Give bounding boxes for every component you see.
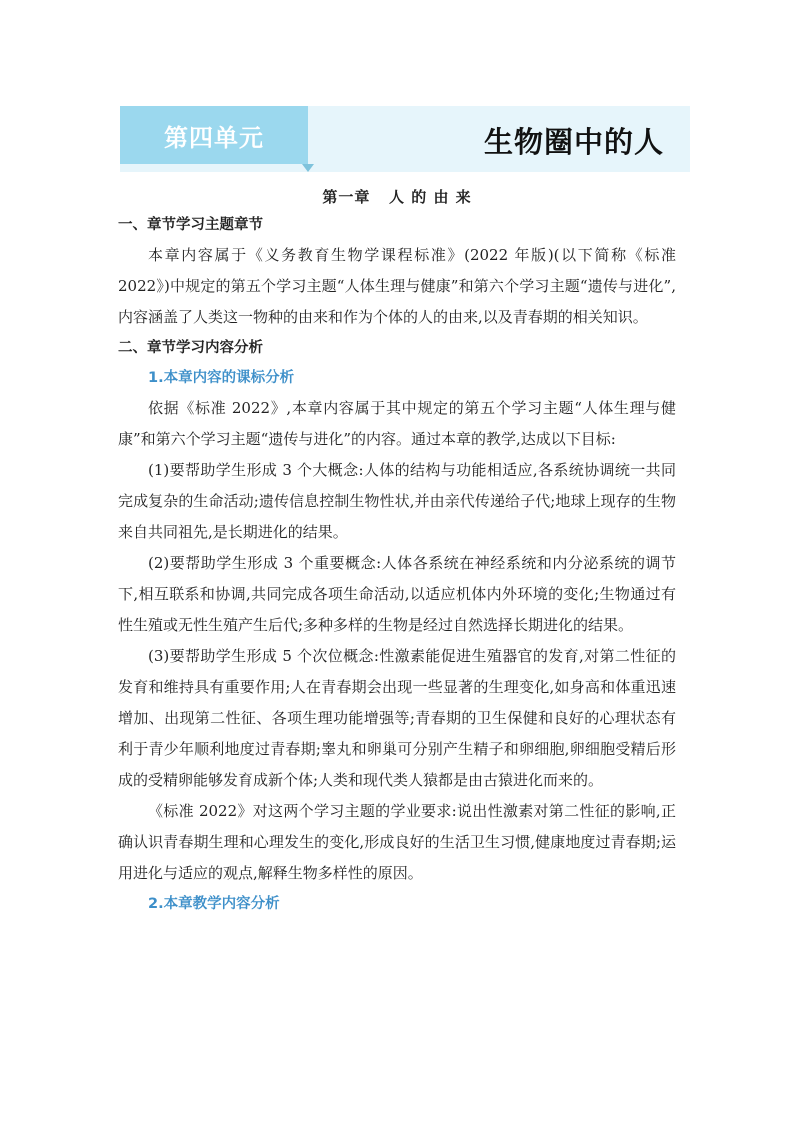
paragraph-goal-2: (2)要帮助学生形成 3 个重要概念:人体各系统在神经系统和内分泌系统的调节下,相互联系和协调,共同完成各项生命活动,以适应机体内外环境的变化;生物通过有性生殖或无性生殖产生后代;多种多样的生物是经过自然选择长期进化的结果。 bbox=[118, 554, 676, 634]
unit-title: 生物圈中的人 bbox=[483, 125, 664, 159]
paragraph-intro: 依据《标准 2022》,本章内容属于其中规定的第五个学习主题“人体生理与健康”和第六个学习主题“遗传与进化”的内容。通过本章的教学,达成以下目标: bbox=[118, 399, 676, 448]
chapter-title: 第一章 人 的 由 来 bbox=[322, 188, 472, 206]
unit-label-box bbox=[120, 106, 308, 164]
subsection2-heading: 2.本章教学内容分析 bbox=[148, 896, 280, 912]
section1-heading: 一、章节学习主题章节 bbox=[118, 217, 263, 233]
section2-heading: 二、章节学习内容分析 bbox=[118, 340, 263, 356]
section1-paragraph: 本章内容属于《义务教育生物学课程标准》(2022 年版)(以下简称《标准2022》)中规定的第五个学习主题“人体生理与健康”和第六个学习主题“遗传与进化”,内容涵盖了人类这一物种的由来和作为个体的人的由来,以及青春期的相关知识。 bbox=[118, 246, 676, 326]
document-body bbox=[118, 210, 676, 919]
unit-banner bbox=[120, 106, 690, 172]
paragraph-goal-3: (3)要帮助学生形成 5 个次位概念:性激素能促进生殖器官的发育,对第二性征的发育和维持具有重要作用;人在青春期会出现一些显著的生理变化,如身高和体重迅速增加、出现第二性征、各项生理功能增强等;青春期的卫生保健和良好的心理状态有利于青少年顺利地度过青春期;睾丸和卵巢可分别产生精子和卵细胞,卵细胞受精后形成的受精卵能够发育成新个体;人类和现代类人猿都是由古猿进化而来的。 bbox=[118, 647, 676, 789]
banner-fold-triangle bbox=[302, 164, 314, 172]
paragraph-goal-1: (1)要帮助学生形成 3 个大概念:人体的结构与功能相适应,各系统协调统一共同完成复杂的生命活动;遗传信息控制生物性状,并由亲代传递给子代;地球上现存的生物来自共同祖先,是长期进化的结果。 bbox=[118, 461, 676, 541]
unit-label: 第四单元 bbox=[164, 123, 264, 152]
subsection1-heading: 1.本章内容的课标分析 bbox=[148, 370, 295, 386]
paragraph-requirements: 《标准 2022》对这两个学习主题的学业要求:说出性激素对第二性征的影响,正确认识青春期生理和心理发生的变化,形成良好的生活卫生习惯,健康地度过青春期;运用进化与适应的观点,解释生物多样性的原因。 bbox=[118, 802, 676, 882]
